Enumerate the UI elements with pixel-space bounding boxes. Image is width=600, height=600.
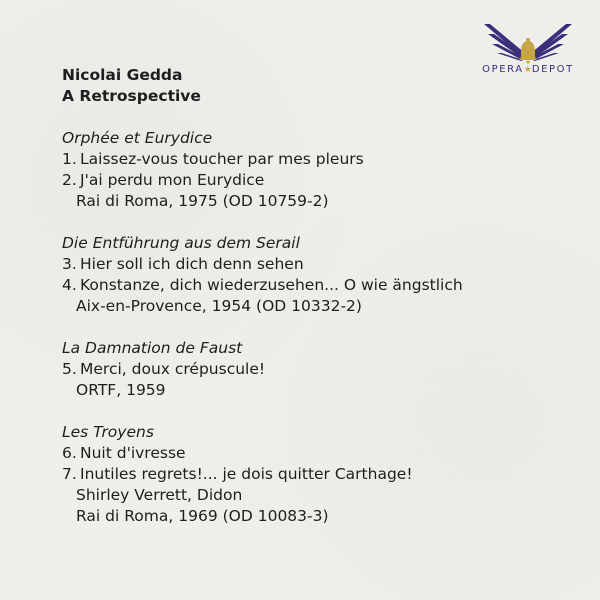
track-number: 7. [62,465,77,483]
track-number: 2. [62,171,77,189]
logo-wordmark: OPERA★DEPOT [482,64,574,75]
track-title: Hier soll ich dich denn sehen [80,255,304,273]
track-item [62,443,562,464]
track-number: 1. [62,150,77,168]
opera-section [62,128,562,212]
track-number: 5. [62,360,77,378]
artist-name: Nicolai Gedda [62,66,183,84]
opera-section [62,422,562,527]
track-number: 4. [62,276,77,294]
track-title: Nuit d'ivresse [80,444,186,462]
track-item [62,170,562,191]
recording-note: Shirley Verrett, Didon [76,486,243,504]
opera-title: Les Troyens [62,423,154,441]
recording-note: Rai di Roma, 1969 (OD 10083-3) [76,507,329,525]
recording-note: Aix-en-Provence, 1954 (OD 10332-2) [76,297,362,315]
opera-title: La Damnation de Faust [62,339,243,357]
track-number: 3. [62,255,77,273]
track-title: Inutiles regrets!... je dois quitter Carthage! [80,465,413,483]
track-number: 6. [62,444,77,462]
album-subtitle: A Retrospective [62,87,201,105]
track-item [62,464,562,485]
opera-title: Orphée et Eurydice [62,129,213,147]
tracklist-document [62,65,562,527]
opera-section [62,338,562,401]
track-item [62,149,562,170]
track-title: Merci, doux crépuscule! [80,360,266,378]
track-item [62,359,562,380]
track-title: Konstanze, dich wiederzusehen... O wie ängstlich [80,276,463,294]
opera-title: Die Entführung aus dem Serail [62,234,300,252]
winged-bell-icon [478,18,578,64]
recording-note: ORTF, 1959 [76,381,166,399]
track-item [62,254,562,275]
track-title: J'ai perdu mon Eurydice [80,171,265,189]
recording-note: Rai di Roma, 1975 (OD 10759-2) [76,192,329,210]
track-item [62,275,562,296]
track-title: Laissez-vous toucher par mes pleurs [80,150,364,168]
opera-section [62,233,562,317]
album-header [62,65,562,107]
